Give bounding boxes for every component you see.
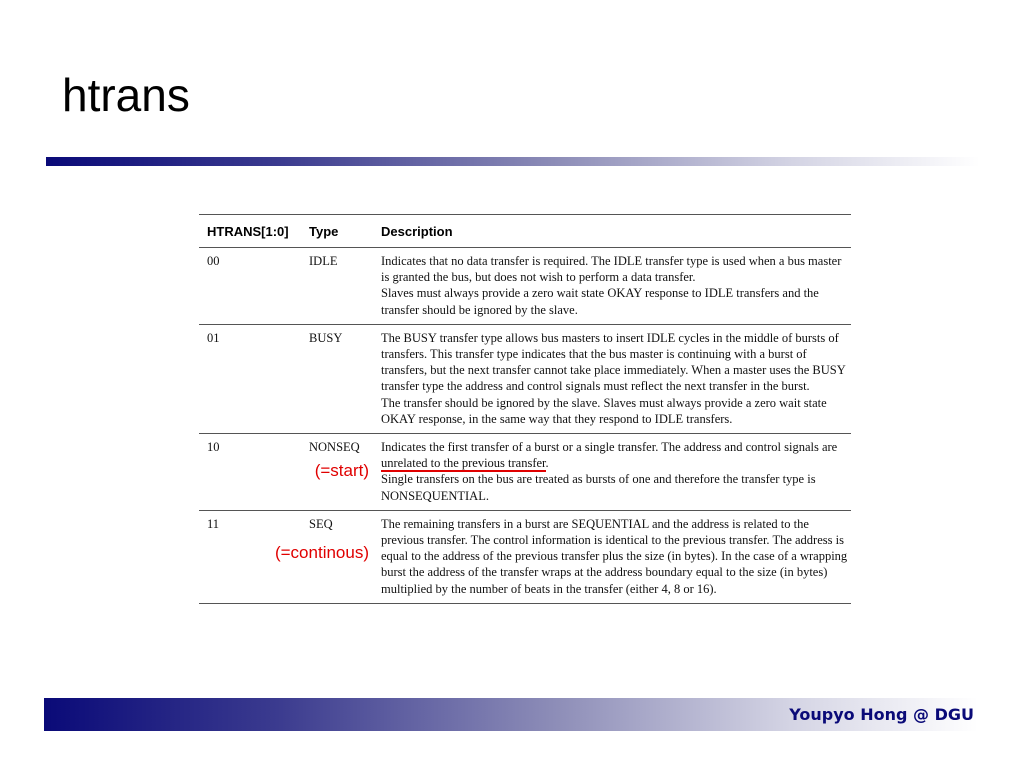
type-label: NONSEQ — [309, 440, 360, 455]
description-text — [381, 439, 851, 471]
description-text: Single transfers on the bus are treated as bursts of one and therefore the transfer type is NONSEQUENTIAL. — [381, 472, 816, 503]
annotation-continuous: (=continous) — [274, 542, 369, 562]
description-text: The transfer should be ignored by the slave. Slaves must always provide a zero wait state OKAY response, in the same way that they respond to IDLE transfers. — [381, 395, 827, 426]
cell-description — [373, 324, 851, 433]
description-text-part: Indicates the first transfer of a burst or a single transfer. The address and control signals are — [381, 440, 838, 455]
cell-type: IDLE — [301, 248, 373, 325]
slide-title: htrans — [62, 69, 190, 121]
footer-author: Youpyo Hong @ DGU — [789, 705, 974, 724]
cell-type — [274, 510, 373, 603]
header-type: Type — [301, 215, 373, 248]
header-htrans: HTRANS[1:0] — [199, 215, 301, 248]
table-row — [199, 510, 851, 603]
cell-code: 10 — [199, 434, 301, 511]
description-text: Slaves must always provide a zero wait state OKAY response to IDLE transfers and the transfer should be ignored by the slave. — [381, 286, 819, 317]
cell-code: 11 — [199, 510, 301, 603]
description-text: The remaining transfers in a burst are SEQUENTIAL and the address is related to the previous transfer. The control information is identical to the previous transfer. The address is equal to the address of the previous transfer plus the size (in bytes). In the case of a wrapping burst the address of the transfer wraps at the address boundary equal to the size (in bytes) multiplied by the number of beats in the transfer (either 4, 8 or 16). — [381, 516, 848, 596]
table-header-row — [199, 215, 851, 248]
description-text: The BUSY transfer type allows bus masters to insert IDLE cycles in the middle of bursts of transfers. This transfer type indicates that the bus master is continuing with a burst of transfers, but the next transfer cannot take place immediately. When a master uses the BUSY transfer type the address and control signals must reflect the next transfer in the burst. — [381, 330, 846, 394]
table-row — [199, 324, 851, 433]
description-text-part: . — [545, 456, 549, 471]
table-row — [199, 248, 851, 325]
cell-code: 00 — [199, 248, 301, 325]
title-underline-bar — [46, 157, 980, 166]
cell-description — [373, 510, 851, 603]
htrans-table — [199, 214, 851, 604]
header-description: Description — [373, 215, 851, 248]
description-text: Indicates that no data transfer is required. The IDLE transfer type is used when a bus master is granted the bus, but does not wish to perform a data transfer. — [381, 254, 842, 285]
cell-code: 01 — [199, 324, 301, 433]
table-row — [199, 434, 851, 511]
cell-type: BUSY — [301, 324, 373, 433]
cell-description — [373, 248, 851, 325]
cell-description — [373, 434, 851, 511]
annotation-start: (=start) — [314, 461, 369, 481]
type-label: SEQ — [309, 516, 333, 531]
underlined-phrase: unrelated to the previous transfer — [381, 456, 546, 471]
cell-type — [301, 434, 373, 511]
